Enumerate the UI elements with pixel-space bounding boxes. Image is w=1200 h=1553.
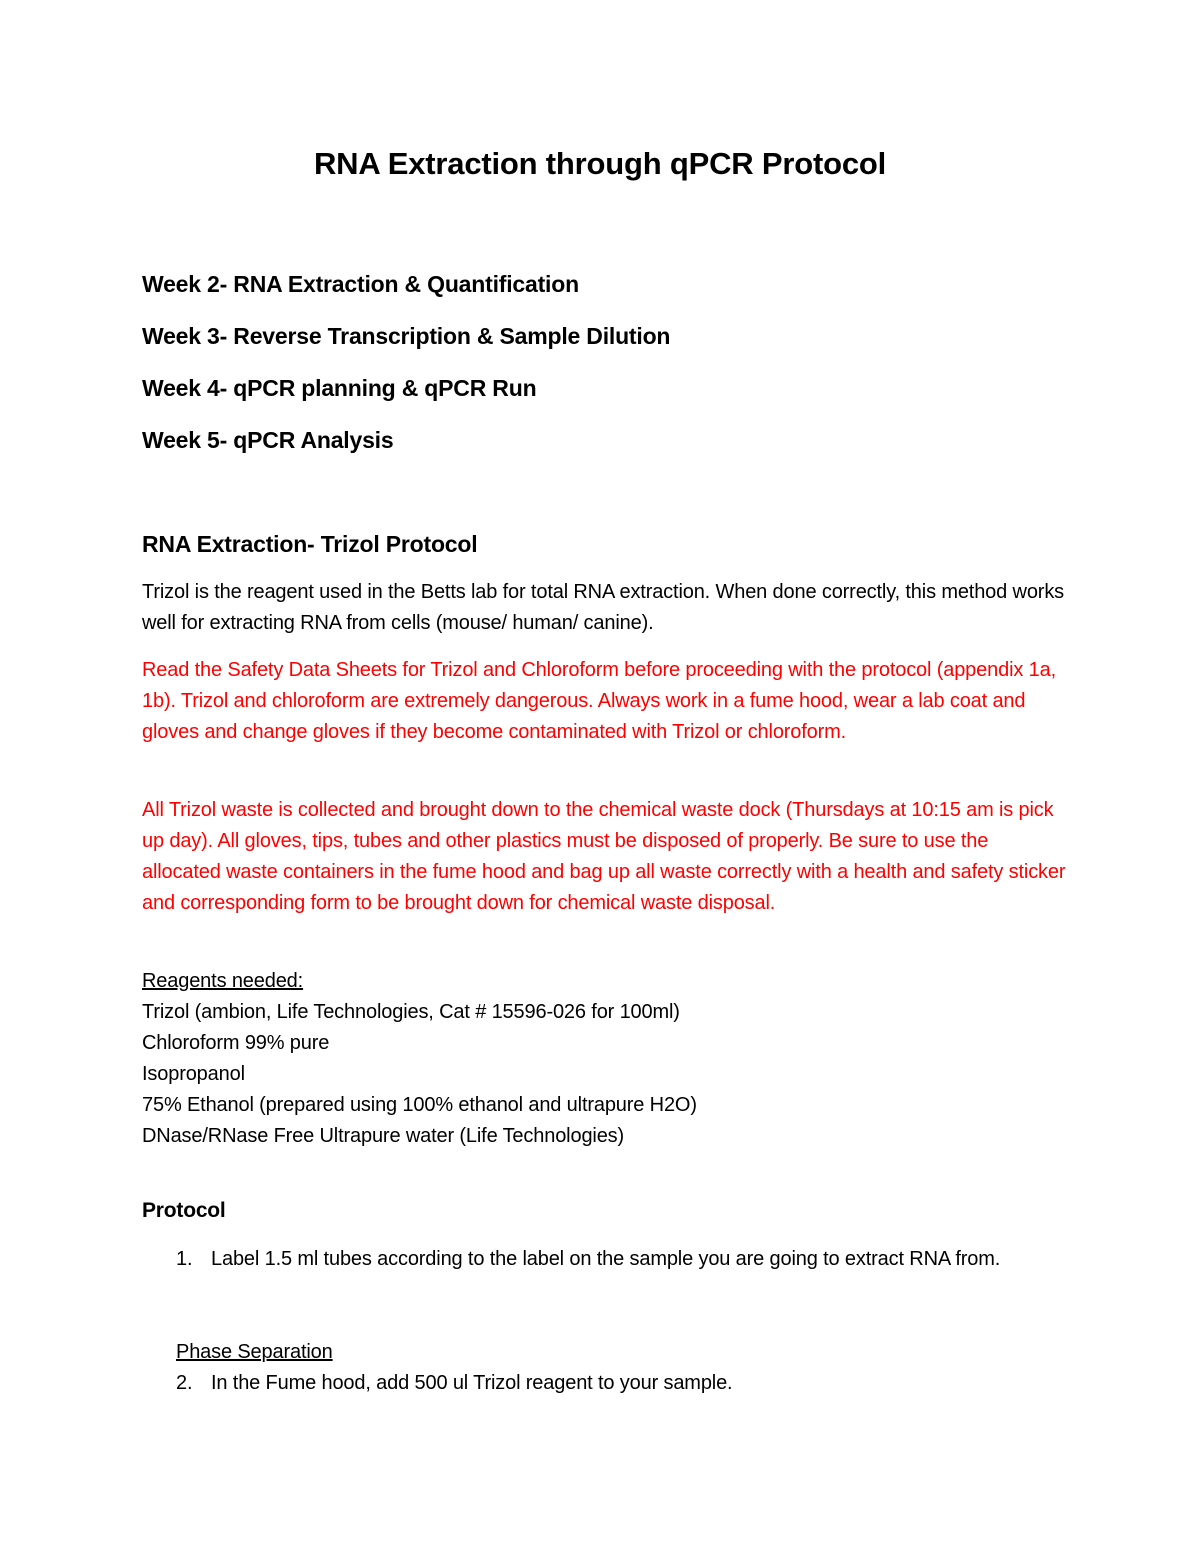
page-title: RNA Extraction through qPCR Protocol	[313, 146, 887, 181]
intro-paragraph: Trizol is the reagent used in the Betts lab for total RNA extraction. When done correctly, this method works well for extracting RNA from cells (mouse/ human/ canine).	[142, 581, 1065, 634]
step-number: 1.	[176, 1248, 193, 1270]
waste-warning-paragraph: All Trizol waste is collected and brought down to the chemical waste dock (Thursdays at 10:15 am is pick up day). All gloves, tips, tubes and other plastics must be disposed of properly. Be sure to use the allocated waste containers in the fume hood and bag up all waste correctly with a health and safety sticker and corresponding form to be brought down for chemical waste disposal.	[142, 799, 1066, 914]
reagent-item: Isopropanol	[142, 1063, 245, 1085]
reagent-item: Trizol (ambion, Life Technologies, Cat # 15596-026 for 100ml)	[142, 1001, 680, 1023]
safety-warning-paragraph: Read the Safety Data Sheets for Trizol and Chloroform before proceeding with the protocol (appendix 1a, 1b). Trizol and chloroform are extremely dangerous. Always work in a fume hood, wear a lab coat and gloves and change gloves if they become contaminated with Trizol or chloroform.	[142, 659, 1056, 743]
step-text: In the Fume hood, add 500 ul Trizol reagent to your sample.	[211, 1372, 733, 1394]
week-schedule-list	[142, 264, 1102, 472]
section-heading: RNA Extraction- Trizol Protocol	[142, 531, 478, 557]
week-item: Week 2- RNA Extraction & Quantification	[142, 271, 579, 297]
step-text: Label 1.5 ml tubes according to the label on the sample you are going to extract RNA from.	[211, 1248, 1001, 1270]
reagent-item: Chloroform 99% pure	[142, 1032, 330, 1054]
reagent-item: 75% Ethanol (prepared using 100% ethanol and ultrapure H2O)	[142, 1094, 697, 1116]
step-number: 2.	[176, 1372, 193, 1394]
protocol-heading: Protocol	[142, 1199, 226, 1222]
reagents-block	[142, 966, 1072, 1152]
protocol-step	[176, 1244, 1056, 1275]
week-item: Week 3- Reverse Transcription & Sample Dilution	[142, 323, 671, 349]
reagent-item: DNase/RNase Free Ultrapure water (Life Technologies)	[142, 1125, 625, 1147]
week-item: Week 4- qPCR planning & qPCR Run	[142, 375, 537, 401]
protocol-step	[176, 1368, 1056, 1399]
reagents-heading: Reagents needed:	[142, 970, 304, 992]
week-item: Week 5- qPCR Analysis	[142, 427, 394, 453]
phase-separation-subheading: Phase Separation	[176, 1341, 333, 1363]
